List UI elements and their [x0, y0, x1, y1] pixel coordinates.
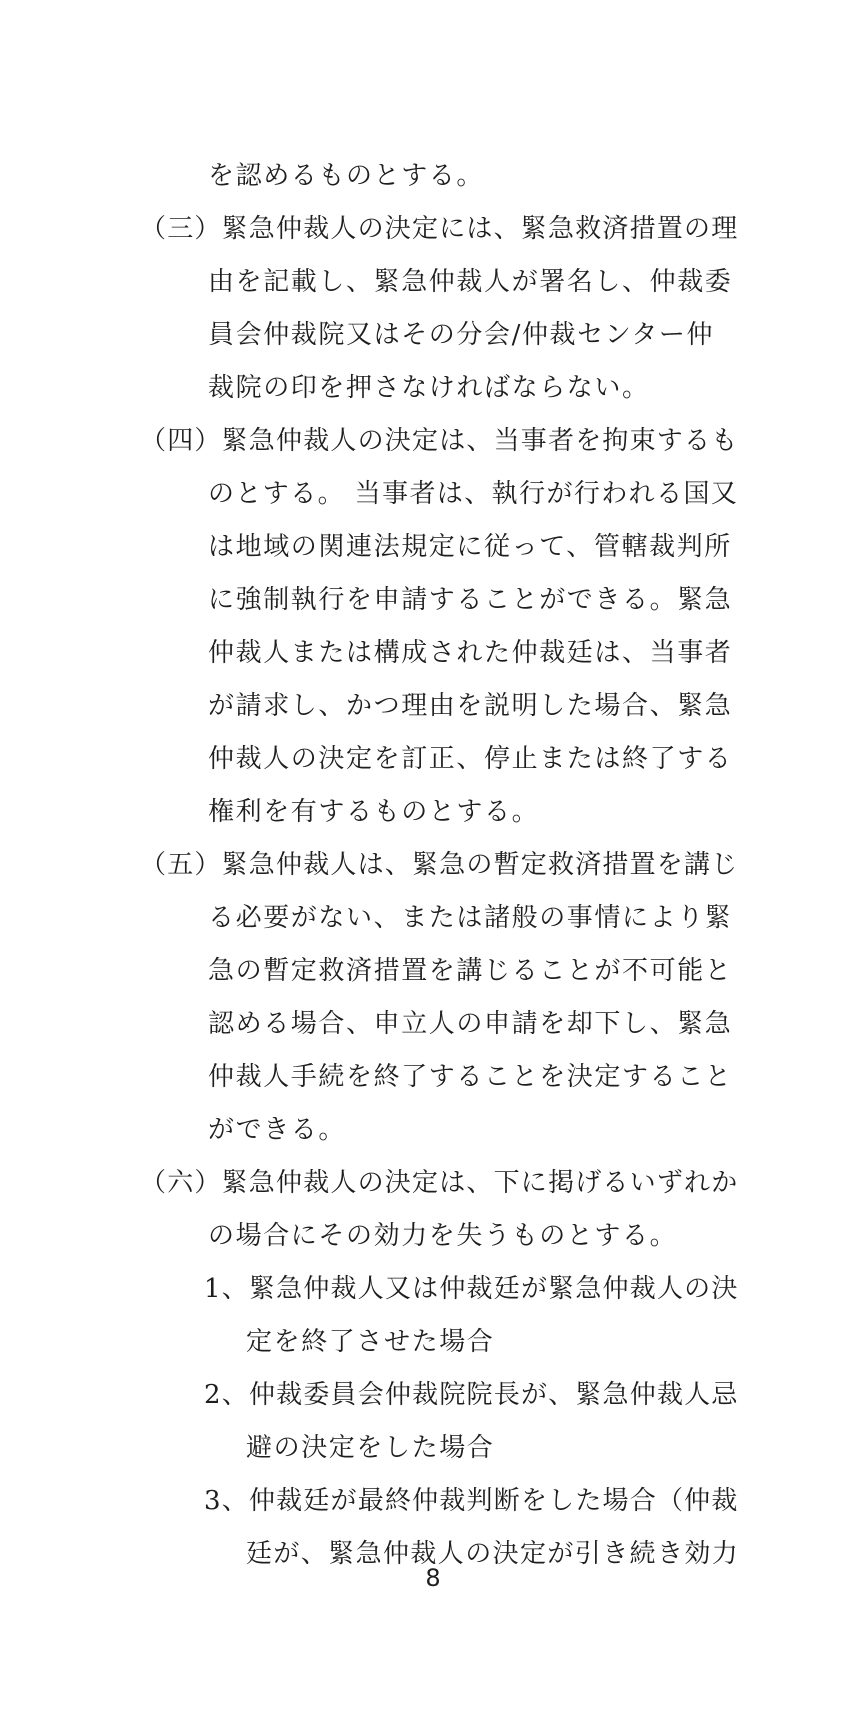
- text-line: ができる。: [208, 1115, 347, 1145]
- page-number: 8: [425, 1564, 441, 1592]
- clause-heading: （六）緊急仲裁人の決定は、下に掲げるいずれか: [140, 1168, 739, 1198]
- text-line: のとする。 当事者は、執行が行われる国又: [208, 479, 739, 509]
- text-line: 員会仲裁院又はその分会/仲裁センター仲: [208, 320, 715, 350]
- text-line: に強制執行を申請することができる。緊急: [208, 585, 733, 615]
- list-item: 2、仲裁委員会仲裁院院長が、緊急仲裁人忌: [204, 1380, 739, 1410]
- list-item: 3、仲裁廷が最終仲裁判断をした場合（仲裁: [204, 1486, 739, 1516]
- text-line: 認める場合、申立人の申請を却下し、緊急: [208, 1009, 733, 1039]
- text-line: 裁院の印を押さなければならない。: [208, 373, 650, 403]
- text-line: 廷が、緊急仲裁人の決定が引き続き効力: [246, 1539, 740, 1569]
- clause-heading: （三）緊急仲裁人の決定には、緊急救済措置の理: [140, 214, 739, 244]
- text-line: 由を記載し、緊急仲裁人が署名し、仲裁委: [208, 267, 733, 297]
- text-line: る必要がない、または諸般の事情により緊: [208, 903, 733, 933]
- text-line: 急の暫定救済措置を講じることが不可能と: [208, 956, 733, 986]
- text-line: の場合にその効力を失うものとする。: [208, 1221, 678, 1251]
- text-line: を認めるものとする。: [208, 161, 485, 191]
- text-line: 定を終了させた場合: [246, 1327, 495, 1357]
- text-line: は地域の関連法規定に従って、管轄裁判所: [208, 532, 732, 562]
- clause-heading: （四）緊急仲裁人の決定は、当事者を拘束するも: [140, 426, 739, 456]
- text-line: 仲裁人または構成された仲裁廷は、当事者: [208, 638, 733, 668]
- text-line: 避の決定をした場合: [246, 1433, 495, 1463]
- text-line: 仲裁人の決定を訂正、停止または終了する: [208, 744, 733, 774]
- clause-heading: （五）緊急仲裁人は、緊急の暫定救済措置を講じ: [140, 850, 739, 880]
- list-item: 1、緊急仲裁人又は仲裁廷が緊急仲裁人の決: [204, 1274, 739, 1304]
- text-line: 権利を有するものとする。: [208, 797, 540, 827]
- text-line: 仲裁人手続を終了することを決定すること: [208, 1062, 733, 1092]
- text-line: が請求し、かつ理由を説明した場合、緊急: [208, 691, 733, 721]
